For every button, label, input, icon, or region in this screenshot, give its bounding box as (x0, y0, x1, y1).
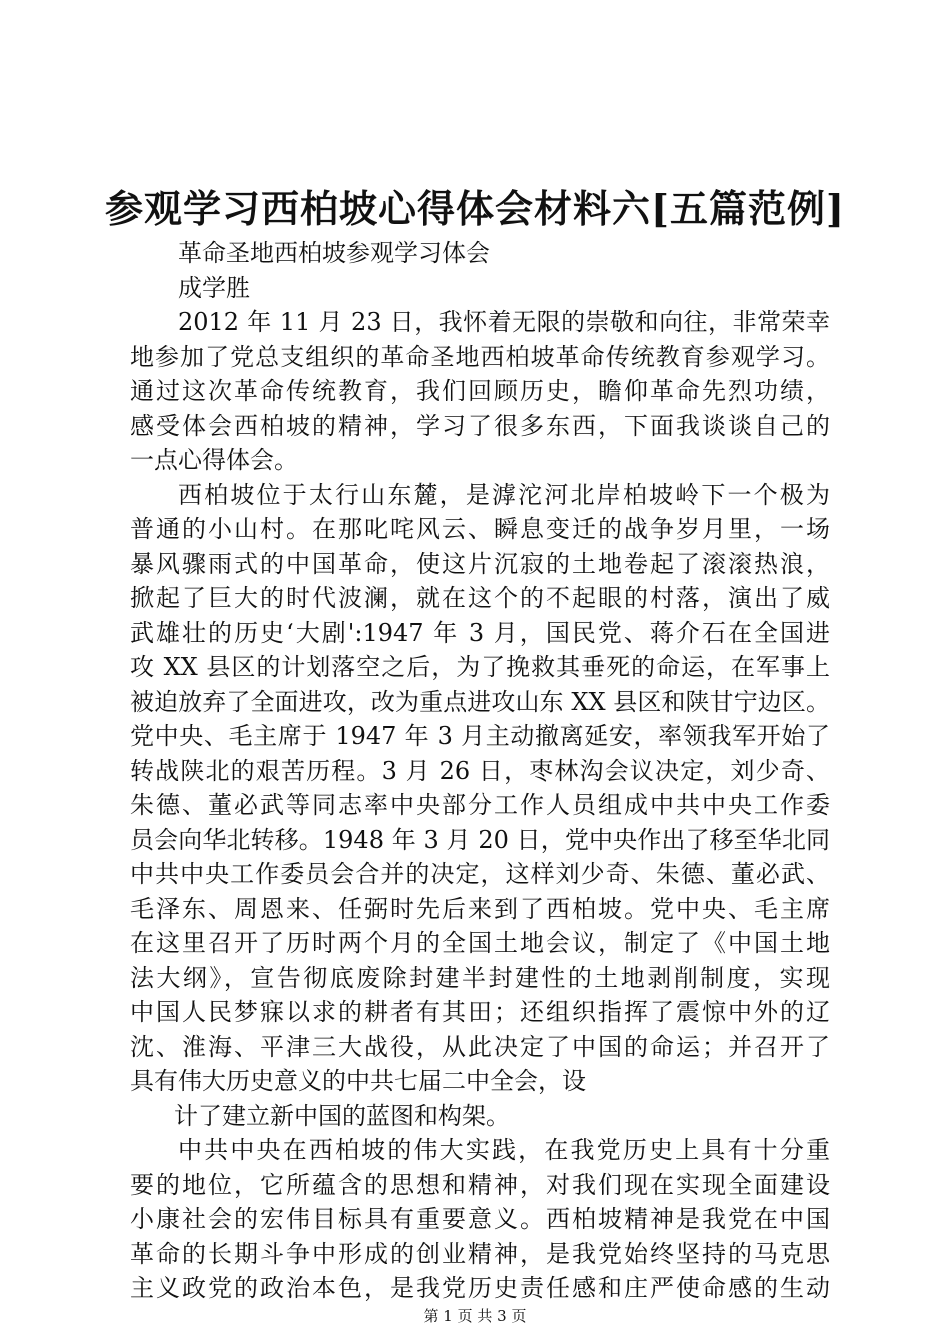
text-line: 党中央、毛主席于 1947 年 3 月主动撤离延安，率领我军开始了 (130, 722, 830, 750)
text-line: 员会向华北转移。1948 年 3 月 20 日，党中央作出了移至华北同 (130, 825, 830, 854)
subtitle: 革命圣地西柏坡参观学习体会 (178, 239, 490, 267)
page-footer: 第 1 页 共 3 页 (423, 1307, 527, 1325)
text-line: 中共中央在西柏坡的伟大实践，在我党历史上具有十分重 (178, 1136, 830, 1164)
text-line: 革命的长期斗争中形成的创业精神，是我党始终坚持的马克思 (130, 1239, 830, 1268)
text-line: 掀起了巨大的时代波澜，就在这个的不起眼的村落，演出了威 (130, 584, 830, 612)
text-line: 毛泽东、周恩来、任弼时先后来到了西柏坡。党中央、毛主席 (130, 894, 830, 923)
text-line: 暴风骤雨式的中国革命，使这片沉寂的土地卷起了滚滚热浪， (130, 549, 830, 578)
text-line: 普通的小山村。在那叱咤风云、瞬息变迁的战争岁月里，一场 (130, 515, 830, 543)
text-line: 被迫放弃了全面进攻，改为重点进攻山东 XX 县区和陕甘宁边区。 (130, 687, 830, 716)
text-line: 通过这次革命传统教育，我们回顾历史，瞻仰革命先烈功绩， (130, 377, 830, 405)
text-line: 中国人民梦寐以求的耕者有其田；还组织指挥了震惊中外的辽 (130, 998, 830, 1026)
paragraph-lines (130, 305, 830, 1306)
text-line: 攻 XX 县区的计划落空之后，为了挽救其垂死的命运，在军事上 (130, 653, 830, 681)
text-line: 沈、淮海、平津三大战役，从此决定了中国的命运；并召开了 (130, 1032, 830, 1061)
text-line: 法大纲》，宣告彻底废除封建半封建性的土地剥削制度，实现 (130, 963, 830, 992)
document-body (130, 236, 830, 1306)
text-line: 西柏坡位于太行山东麓，是滹沱河北岸柏坡岭下一个极为 (178, 480, 830, 509)
text-line: 中共中央工作委员会合并的决定，这样刘少奇、朱德、董必武、 (130, 860, 830, 888)
text-line: 主义政党的政治本色，是我党历史责任感和庄严使命感的生动 (130, 1274, 830, 1302)
page-title: 参观学习西柏坡心得体会材料六[五篇范例] (105, 186, 845, 231)
author: 成学胜 (178, 273, 250, 302)
text-line: 小康社会的宏伟目标具有重要意义。西柏坡精神是我党在中国 (130, 1205, 830, 1233)
text-line: 2012 年 11 月 23 日，我怀着无限的崇敬和向往，非常荣幸 (178, 308, 830, 336)
text-line: 转战陕北的艰苦历程。3 月 26 日，枣林沟会议决定，刘少奇、 (130, 756, 830, 785)
text-line: 朱德、董必武等同志率中央部分工作人员组成中共中央工作委 (130, 791, 830, 819)
text-line: 在这里召开了历时两个月的全国土地会议，制定了《中国土地 (130, 929, 830, 957)
text-line: 要的地位，它所蕴含的思想和精神，对我们现在实现全面建设 (130, 1170, 830, 1199)
text-line: 一点心得体会。 (130, 446, 298, 474)
text-line: 地参加了党总支组织的革命圣地西柏坡革命传统教育参观学习。 (130, 342, 830, 371)
text-line: 具有伟大历史意义的中共七届二中全会，设 (130, 1067, 586, 1095)
text-line: 感受体会西柏坡的精神，学习了很多东西，下面我谈谈自己的 (130, 411, 830, 440)
text-line: 武雄壮的历史‘大剧':1947 年 3 月，国民党、蒋介石在全国进 (130, 618, 830, 647)
text-line: 计了建立新中国的蓝图和构架。 (174, 1101, 510, 1130)
